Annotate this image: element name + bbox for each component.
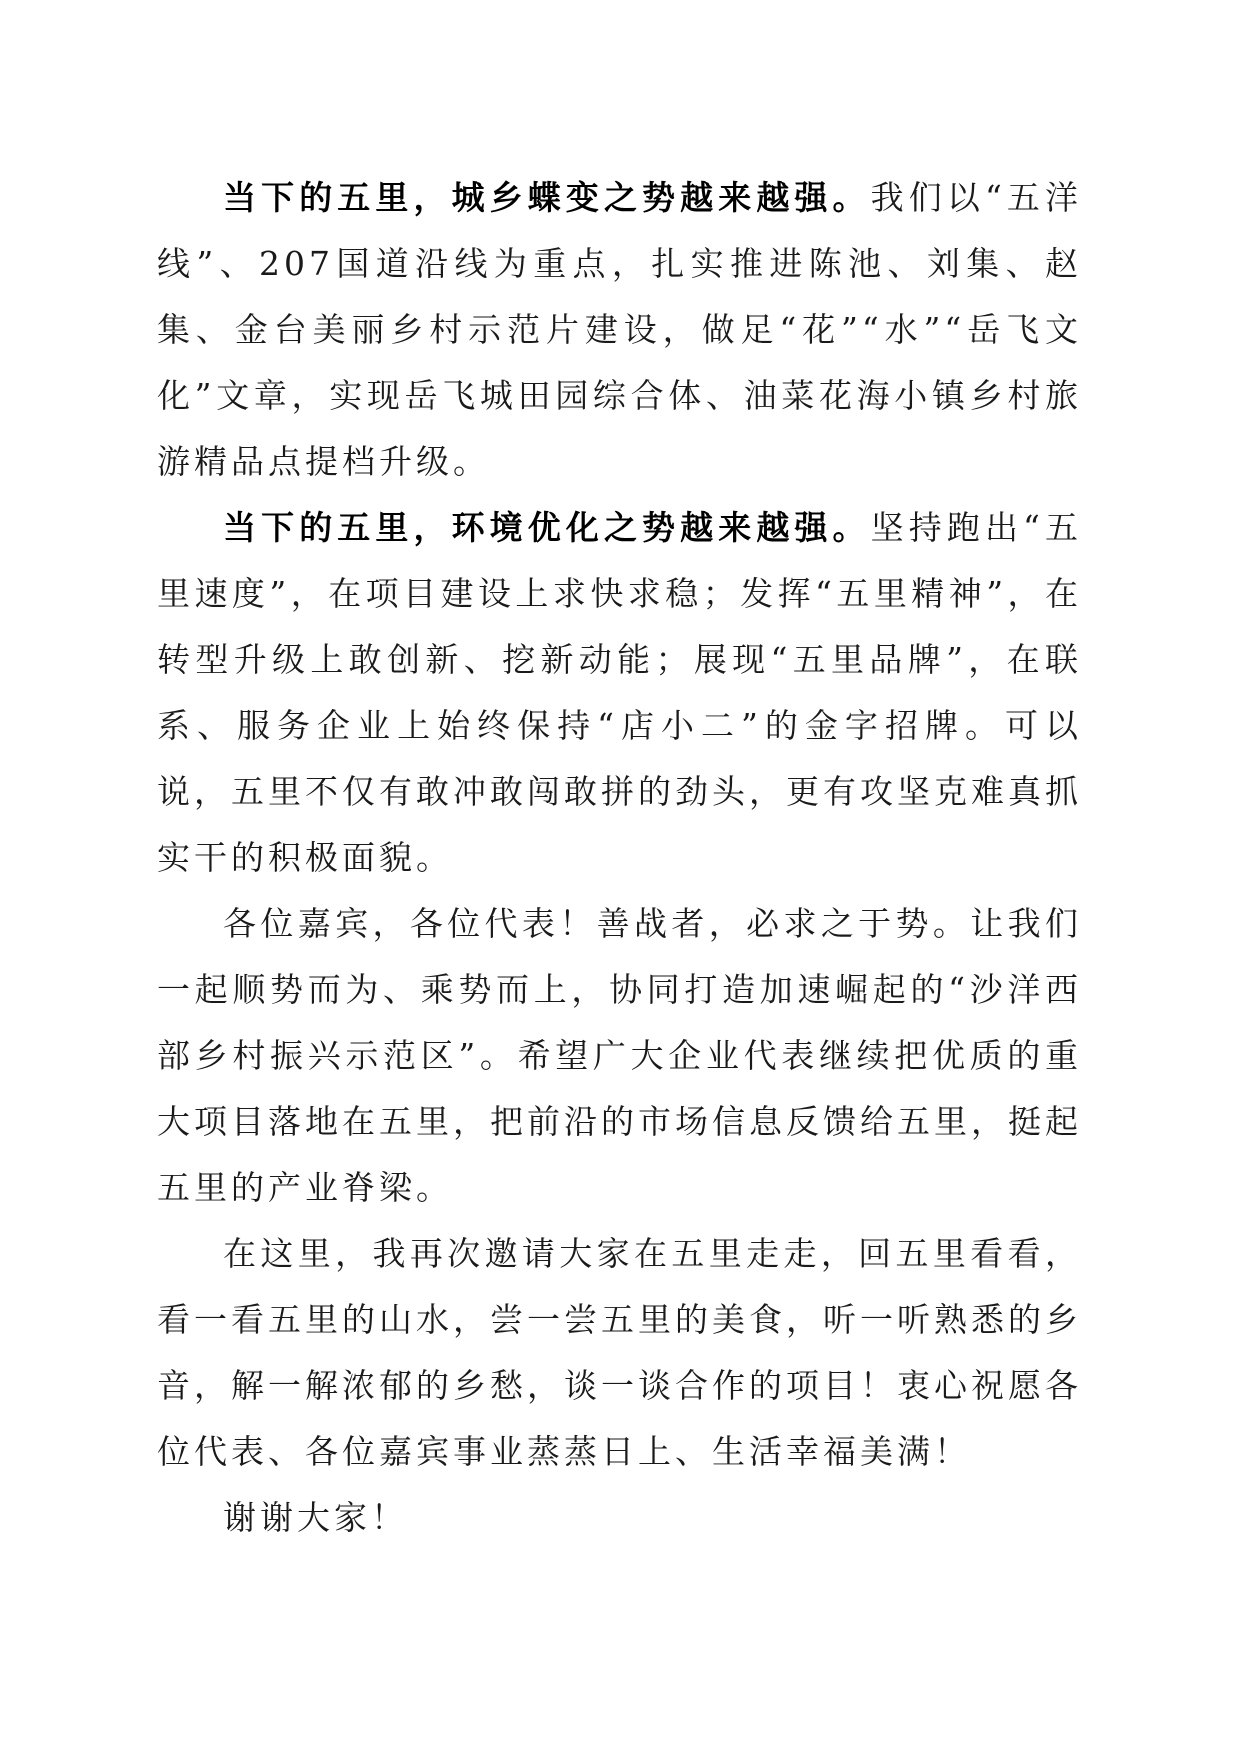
paragraph-thanks <box>157 1485 1082 1551</box>
paragraph-lead: 当下的五里，环境优化之势越来越强。 <box>223 508 871 547</box>
document-body <box>157 165 1082 1551</box>
paragraph-text: 在这里，我再次邀请大家在五里走走，回五里看看，看一看五里的山水，尝一尝五里的美食，听一听熟悉的乡音，解一解浓郁的乡愁，谈一谈合作的项目！衷心祝愿各位代表、各位嘉宾事业蒸蒸日上、生活幸福美满！ <box>157 1234 1082 1471</box>
paragraph-guests <box>157 891 1082 1221</box>
paragraph-text: 坚持跑出“五里速度”，在项目建设上求快求稳；发挥“五里精神”，在转型升级上敢创新、挖新动能；展现“五里品牌”，在联系、服务企业上始终保持“店小二”的金字招牌。可以说，五里不仅有敢冲敢闯敢拼的劲头，更有攻坚克难真抓实干的积极面貌。 <box>157 508 1083 877</box>
paragraph-text: 我们以“五洋线”、207国道沿线为重点，扎实推进陈池、刘集、赵集、金台美丽乡村示范片建设，做足“花”“水”“岳飞文化”文章，实现岳飞城田园综合体、油菜花海小镇乡村旅游精品点提档升级。 <box>157 178 1083 481</box>
paragraph-lead: 当下的五里，城乡蝶变之势越来越强。 <box>223 178 871 217</box>
paragraph-urban-rural <box>157 165 1082 495</box>
paragraph-text: 各位嘉宾，各位代表！善战者，必求之于势。让我们一起顺势而为、乘势而上，协同打造加速崛起的“沙洋西部乡村振兴示范区”。希望广大企业代表继续把优质的重大项目落地在五里，把前沿的市场信息反馈给五里，挺起五里的产业脊梁。 <box>157 904 1082 1207</box>
paragraph-invitation <box>157 1221 1082 1485</box>
paragraph-text: 谢谢大家！ <box>223 1498 408 1537</box>
paragraph-environment <box>157 495 1082 891</box>
